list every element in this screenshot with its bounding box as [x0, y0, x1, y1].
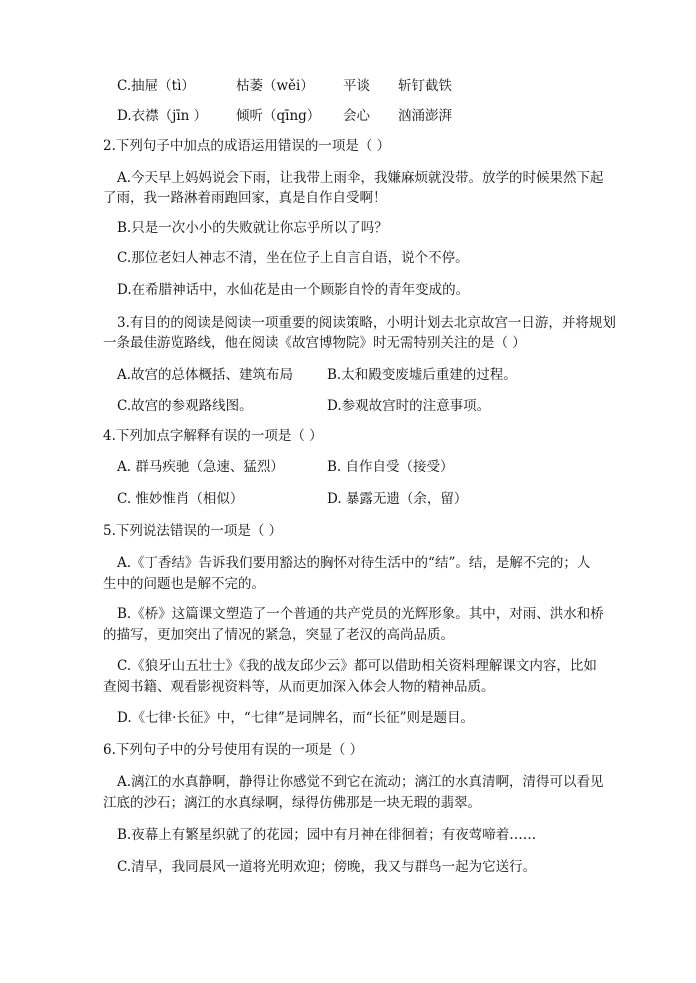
- option-b: B.太和殿变废墟后重建的过程。: [327, 367, 517, 383]
- option-b-continued: 的描写，更加突出了情况的紧急，突显了老汉的高尚品质。: [103, 627, 454, 643]
- option-b: B. 自作自受（接受）: [327, 459, 454, 475]
- option-c-word-2: 枯萎（wěi）: [236, 78, 314, 94]
- option-c: C.故宫的参观路线图。: [117, 398, 253, 414]
- question-4: 4.下列加点字解释有误的一项是（ ）: [103, 428, 323, 444]
- option-d: D.在希腊神话中，水仙花是由一个顾影自怜的青年变成的。: [117, 282, 470, 298]
- option-c-word-4: 斩钉截铁: [398, 78, 452, 94]
- option-a-continued: 生中的问题也是解不完的。: [103, 576, 265, 592]
- option-c: C. 惟妙惟肖（相似）: [117, 491, 244, 507]
- question-5: 5.下列说法错误的一项是（ ）: [103, 523, 283, 539]
- question-2: 2.下列句子中加点的成语运用错误的一项是（ ）: [103, 138, 391, 154]
- option-a: A.故宫的总体概括、建筑布局: [117, 367, 294, 383]
- option-a: A.今天早上妈妈说会下雨，让我带上雨伞，我嫌麻烦就没带。放学的时候果然下起: [117, 170, 604, 186]
- option-b: B.夜幕上有繁星织就了的花园；园中有月神在徘徊着；有夜莺啼着……: [117, 827, 537, 843]
- option-a-continued: 江底的沙石；漓江的水真绿啊，绿得仿佛那是一块无瑕的翡翠。: [103, 795, 481, 811]
- option-d-word-3: 会心: [343, 108, 370, 124]
- option-d-word-4: 汹涌澎湃: [398, 108, 452, 124]
- option-c: C.清早，我同晨风一道将光明欢迎；傍晚，我又与群鸟一起为它送行。: [117, 859, 537, 875]
- option-c-continued: 查阅书籍、观看影视资料等，从而更加深入体会人物的精神品质。: [103, 679, 495, 695]
- option-a-continued: 了雨，我一路淋着雨跑回家，真是自作自受啊！: [103, 190, 387, 206]
- option-c-word-1: C.抽屉（tì）: [117, 78, 195, 94]
- option-a: A.漓江的水真静啊，静得让你感觉不到它在流动；漓江的水真清啊，清得可以看见: [117, 774, 604, 790]
- option-d-word-1: D.衣襟（jīn ）: [117, 108, 208, 124]
- option-b: B.《桥》这篇课文塑造了一个普通的共产党员的光辉形象。其中，对雨、洪水和桥: [117, 606, 604, 622]
- option-d: D.《七律·长征》中，“七律”是词牌名，而“长征”则是题目。: [117, 710, 475, 726]
- question-6: 6.下列句子中的分号使用有误的一项是（ ）: [103, 742, 364, 758]
- option-c: C.《狼牙山五壮士》《我的战友邱少云》都可以借助相关资料理解课文内容，比如: [117, 658, 597, 674]
- option-b: B.只是一次小小的失败就让你忘乎所以了吗？: [117, 220, 388, 236]
- question-3: 3.有目的的阅读是阅读一项重要的阅读策略，小明计划去北京故宫一日游，并将规划: [117, 315, 616, 331]
- option-a: A.《丁香结》告诉我们要用豁达的胸怀对待生活中的“结”。结，是解不完的；人: [117, 555, 591, 571]
- option-c: C.那位老妇人神志不清，坐在位子上自言自语，说个不停。: [117, 250, 469, 266]
- option-d-word-2: 倾听（qīng）: [236, 108, 321, 124]
- option-a: A. 群马疾驰（急速、猛烈）: [117, 459, 284, 475]
- option-d: D. 暴露无遗（余，留）: [327, 491, 468, 507]
- option-d: D.参观故宫时的注意事项。: [327, 398, 491, 414]
- question-3-continued: 一条最佳游览路线，他在阅读《故宫博物院》时无需特别关注的是（ ）: [103, 335, 526, 351]
- option-c-word-3: 平谈: [343, 78, 370, 94]
